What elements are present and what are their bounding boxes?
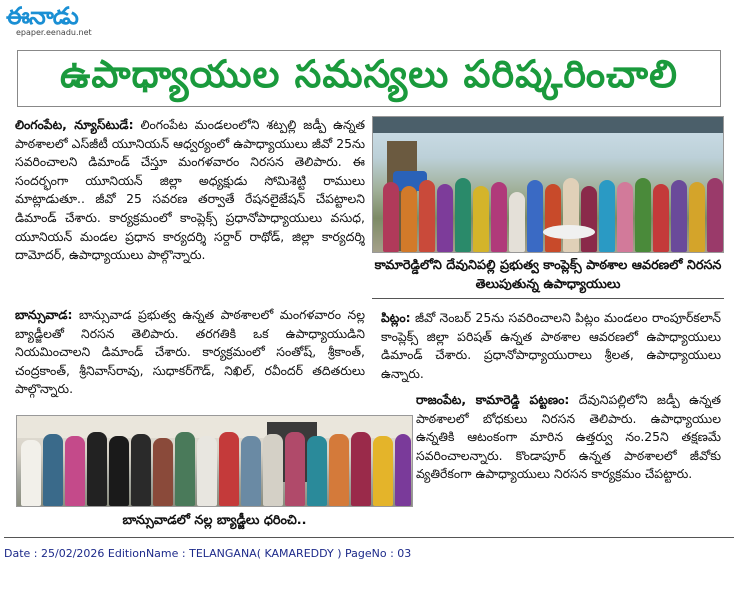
article-right-part1 bbox=[381, 309, 721, 383]
dateline-lingampet: లింగంపేట, న్యూస్‌టుడే: bbox=[15, 117, 134, 132]
logo-url: epaper.eenadu.net bbox=[16, 28, 92, 37]
footer-edition-info: Date : 25/02/2026 EditionName : TELANGANA( KAMAREDDY ) PageNo : 03 bbox=[4, 547, 412, 560]
article-right-part2 bbox=[416, 391, 721, 484]
photo-top-caption: కామారెడ్డిలోని దేవునిపల్లి ప్రభుత్వ కాంప్లెక్స్ పాఠశాల ఆవరణలో నిరసన తెలుపుతున్న ఉపాధ్యాయులు bbox=[374, 258, 722, 292]
eenadu-logo bbox=[6, 2, 126, 40]
article-left-para1 bbox=[15, 116, 365, 265]
article-right-para2 bbox=[416, 391, 721, 484]
logo-text: ఈనాడు bbox=[6, 2, 78, 30]
headline: ఉపాధ్యాయుల సమస్యలు పరిష్కరించాలి bbox=[60, 51, 678, 96]
body-pitlam: జీవో నెంబర్ 25ను సవరించాలని పిట్లం మండలం రాంపూర్‌కలాన్ కాంప్లెక్స్ జిల్లా పరిషత్ ఉన్నత పాఠశాల ఆవరణలో ఉపాధ్యాయులు డిమాండ్ చేశారు. ప్రధానోపాధ్యాయురాలు శ్రీలత, ఉపాధ్యాయులు ఉన్నారు. bbox=[381, 310, 721, 381]
body-lingampet: లింగంపేట మండలంలోని శట్పల్లి జడ్పీ ఉన్నత పాఠశాలలో ఎస్‌జీటీ యూనియన్ ఆధ్వర్యంలో ఉపాధ్యాయులు జీవో 25ను సవరించాలని డిమాండ్ చేస్తూ మంగళవారం నిరసన తెలిపారు. ఈ సందర్భంగా యూనియన్ జిల్లా అధ్యక్షుడు సోమిశెట్టి రాములు మాట్లాడుతూ.. జీవో 25 సవరణ తర్వాతే రేషనలైజేషన్ చేపట్టాలని డిమాండ్ చేశారు. కార్యక్రమంలో కాంప్లెక్స్ ప్రధానోపాధ్యాయులు వసుధ, యూనియన్ మండల ప్రధాన కార్యదర్శి సర్దార్ రాథోడ్, జిల్లా కార్యదర్శి దామోదర్, ఉపాధ్యాయులు పాల్గొన్నారు. bbox=[15, 117, 365, 263]
divider-footer bbox=[4, 537, 734, 538]
body-banswada: బాన్సువాడ ప్రభుత్వ ఉన్నత పాఠశాలలో మంగళవారం నల్ల బ్యాడ్జీలతో నిరసన తెలిపారు. తరగతికి ఒక ఉపాధ్యాయుడిని నియమించాలని డిమాండ్ చేశారు. కార్యక్రమంలో సంతోష్, శ్రీకాంత్, చంద్రకాంత్, శ్రీనివాస్‌రావు, సుధాకర్‌గౌడ్, నిఖిల్, రవీందర్ తదితరులు పాల్గొన్నారు. bbox=[15, 307, 365, 397]
article-left-para2 bbox=[15, 306, 365, 399]
article-right-para1 bbox=[381, 309, 721, 383]
photo-protest-banswada bbox=[16, 415, 413, 507]
dateline-pitlam: పిట్లం: bbox=[381, 310, 411, 325]
photo-bottom-caption: బాన్సువాడలో నల్ల బ్యాడ్జీలు ధరించి.. bbox=[122, 513, 307, 528]
article-left-part2 bbox=[15, 306, 365, 399]
dateline-banswada: బాన్సువాడ: bbox=[15, 307, 73, 322]
divider-right bbox=[372, 298, 724, 299]
body-rajampet: దేవునిపల్లిలోని జడ్పీ ఉన్నత పాఠశాలలో బోధకులు నిరసన తెలిపారు. ఉపాధ్యాయుల ఉన్నతికి ఆటంకంగా మారిన ఉత్తర్వు నం.25ని తక్షణమే సవరించాలన్నారు. కొండాపూర్ ఉన్నత పాఠశాలలో జీవోకు వ్యతిరేకంగా ఉపాధ్యాయులు నిరసన కార్యక్రమం చేపట్టారు. bbox=[416, 392, 721, 482]
headline-box bbox=[17, 50, 721, 107]
photo-protest-kamareddy bbox=[372, 116, 724, 253]
dateline-rajampet: రాజంపేట, కామారెడ్డి పట్టణం: bbox=[416, 392, 570, 407]
article-left-part1 bbox=[15, 116, 365, 265]
